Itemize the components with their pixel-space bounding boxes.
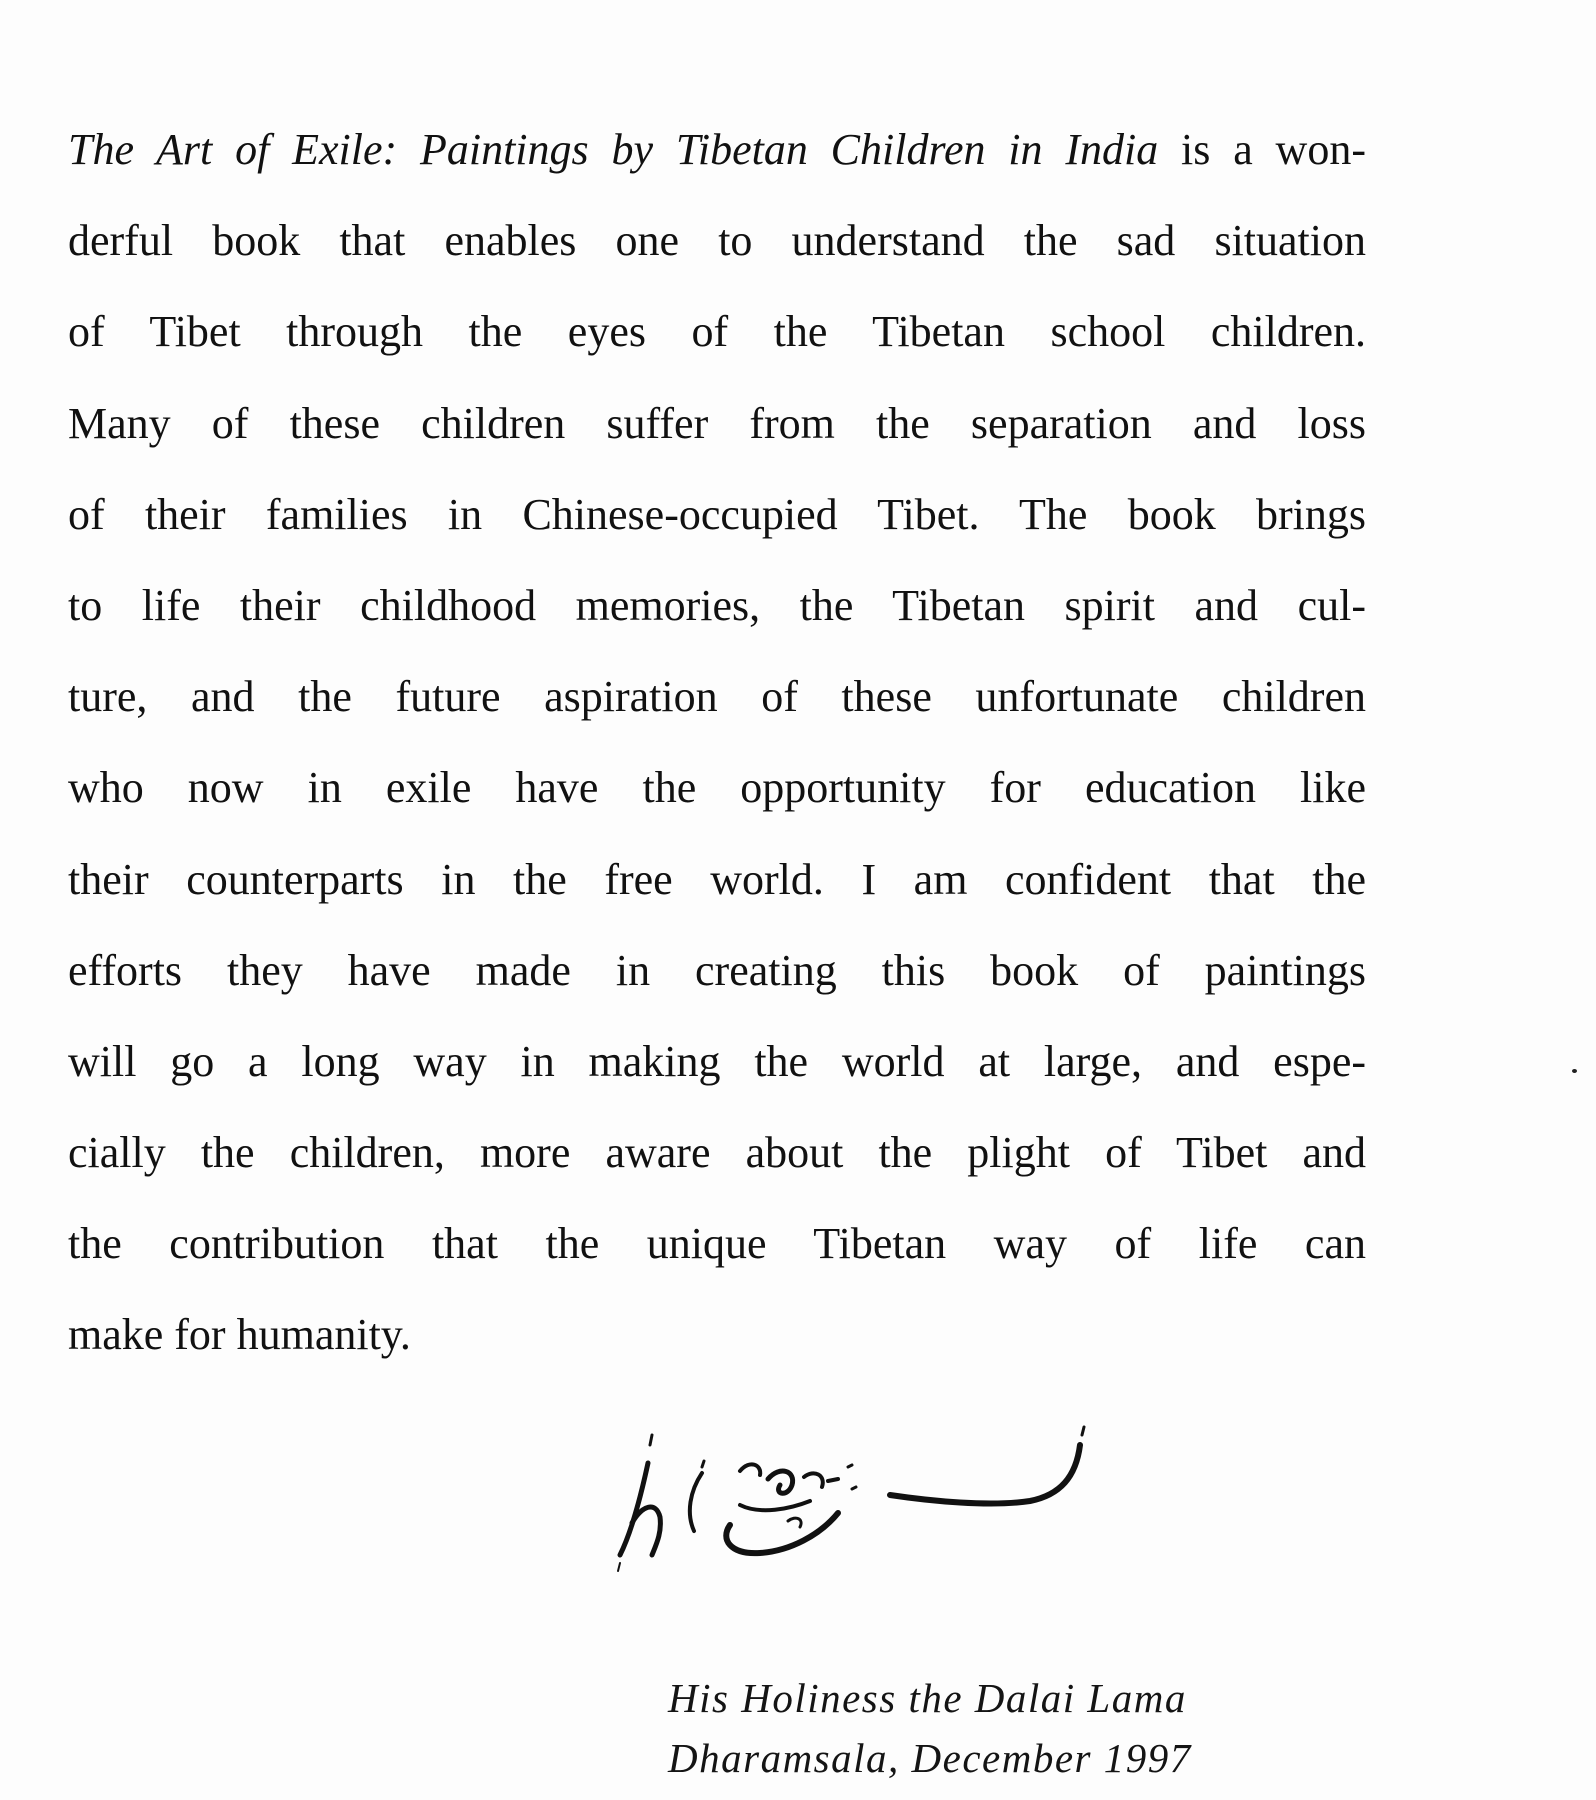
body-line-11: will go a long way in making the world at large, and espe- — [68, 1036, 1366, 1086]
body-line-9: their counterparts in the free world. I am confident that the — [68, 854, 1366, 904]
body-line-2: derful book that enables one to understand the sad situation — [68, 216, 1366, 266]
body-line-12: cially the children, more aware about the plight of Tibet and — [68, 1128, 1366, 1178]
body-line-7: ture, and the future aspiration of these unfortunate children — [68, 672, 1366, 722]
body-line-8: who now in exile have the opportunity for education like — [68, 763, 1366, 813]
scan-speck — [1572, 1069, 1577, 1073]
body-line-6: to life their childhood memories, the Tibetan spirit and cul- — [68, 580, 1366, 630]
body-line-1 — [68, 104, 1366, 195]
body-line-13: the contribution that the unique Tibetan way of life can — [68, 1219, 1366, 1269]
handwritten-signature-icon — [590, 1405, 1130, 1605]
book-title: The Art of Exile: Paintings by Tibetan Children in India — [68, 125, 1159, 174]
body-line-4: Many of these children suffer from the separation and loss — [68, 398, 1366, 448]
body-line-3: of Tibet through the eyes of the Tibetan school children. — [68, 307, 1366, 357]
body-line-1-rest: is a won- — [1158, 125, 1366, 174]
attribution-place-date: Dharamsala, December 1997 — [668, 1735, 1192, 1781]
attribution-name: His Holiness the Dalai Lama — [668, 1675, 1187, 1721]
attribution — [668, 1668, 1192, 1788]
letter-body — [68, 104, 1366, 1381]
body-line-10: efforts they have made in creating this book of paintings — [68, 945, 1366, 995]
body-line-5: of their families in Chinese-occupied Tibet. The book brings — [68, 489, 1366, 539]
body-line-14: make for humanity. — [68, 1310, 411, 1360]
